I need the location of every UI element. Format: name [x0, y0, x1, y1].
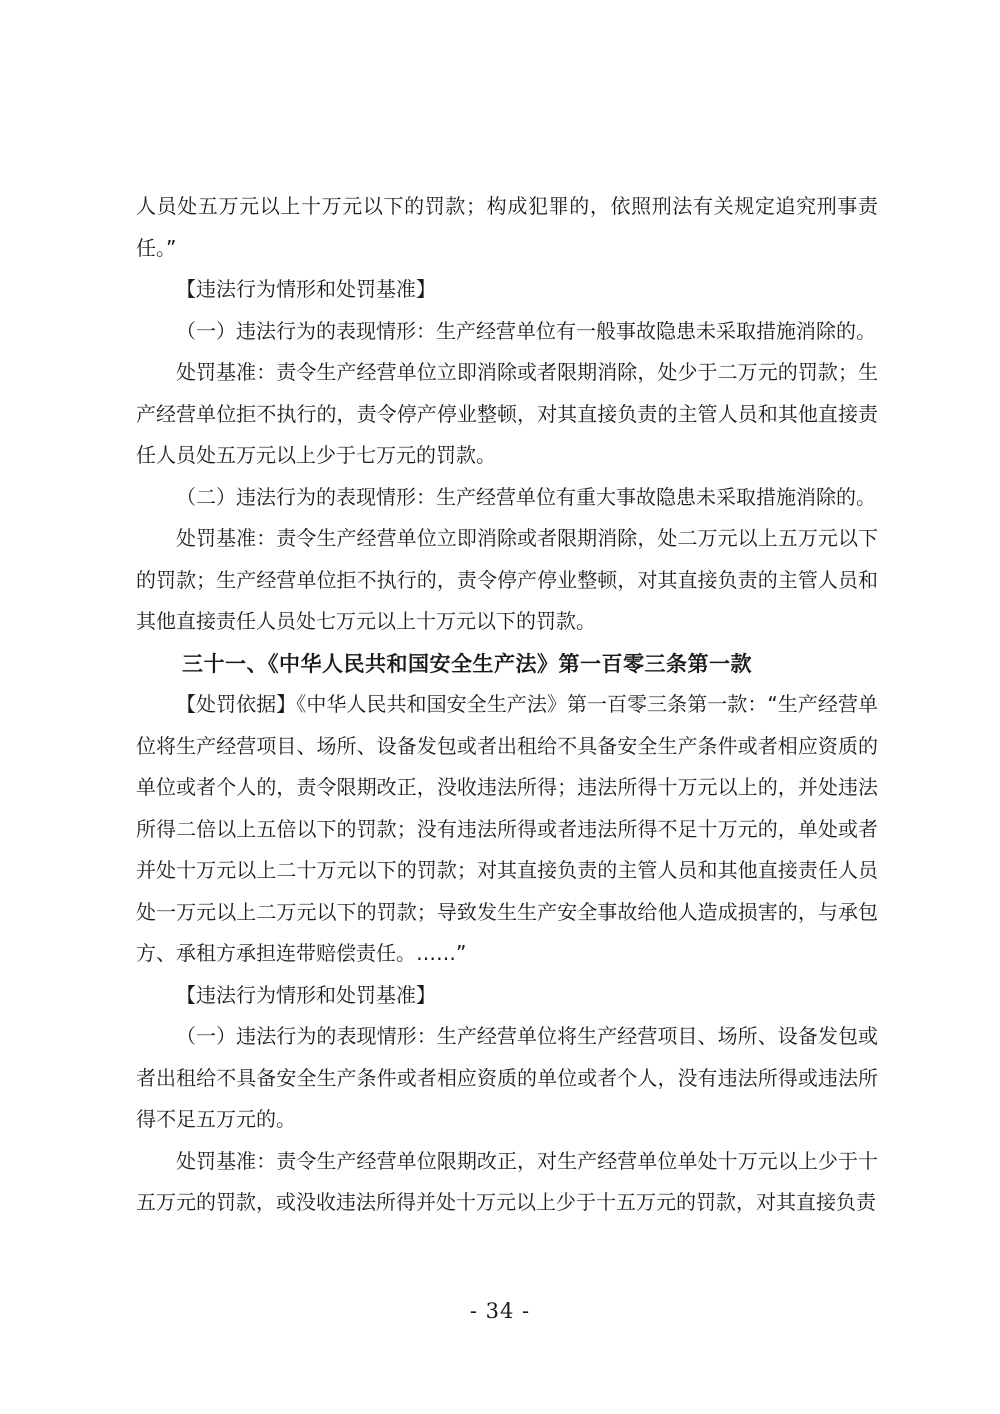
paragraph-case-three: （一）违法行为的表现情形：生产经营单位将生产经营项目、场所、设备发包或者出租给不具备安全生产条件或者相应资质的单位或者个人，没有违法所得或违法所得不足五万元的。 [136, 1024, 878, 1131]
paragraph-penalty-three: 处罚基准：责令生产经营单位限期改正，对生产经营单位单处十万元以上少于十五万元的罚款，或没收违法所得并处十万元以上少于十五万元的罚款，对其直接负责 [136, 1148, 878, 1214]
paragraph-case-one: （一）违法行为的表现情形：生产经营单位有一般事故隐患未采取措施消除的。 [176, 318, 876, 343]
article-heading: 三十一、《中华人民共和国安全生产法》第一百零三条第一款 [182, 650, 752, 676]
paragraph-continuation: 人员处五万元以上十万元以下的罚款；构成犯罪的，依照刑法有关规定追究刑事责任。” [136, 194, 878, 260]
section-label-violation-criteria: 【违法行为情形和处罚基准】 [176, 277, 436, 301]
document-body [136, 186, 878, 1224]
paragraph-penalty-one: 处罚基准：责令生产经营单位立即消除或者限期消除，处少于二万元的罚款；生产经营单位拒不执行的，责令停产停业整顿，对其直接负责的主管人员和其他直接责任人员处五万元以上少于七万元的罚款。 [136, 360, 878, 467]
paragraph-case-two: （二）违法行为的表现情形：生产经营单位有重大事故隐患未采取措施消除的。 [176, 484, 876, 509]
section-label-violation-criteria-2: 【违法行为情形和处罚基准】 [176, 982, 436, 1007]
paragraph-legal-basis: 【处罚依据】《中华人民共和国安全生产法》第一百零三条第一款：“生产经营单位将生产经营项目、场所、设备发包或者出租给不具备安全生产条件或者相应资质的单位或者个人的，责令限期改正，没收违法所得；违法所得十万元以上的，并处违法所得二倍以上五倍以下的罚款；没有违法所得或者违法所得不足十万元的，单处或者并处十万元以上二十万元以下的罚款；对其直接负责的主管人员和其他直接责任人员处一万元以上二万元以下的罚款；导致发生生产安全事故给他人造成损害的，与承包方、承租方承担连带赔偿责任。……” [136, 692, 878, 965]
page-number: - 34 - [469, 1299, 531, 1323]
paragraph-penalty-two: 处罚基准：责令生产经营单位立即消除或者限期消除，处二万元以上五万元以下的罚款；生产经营单位拒不执行的，责令停产停业整顿，对其直接负责的主管人员和其他直接责任人员处七万元以上十万元以下的罚款。 [136, 526, 878, 633]
